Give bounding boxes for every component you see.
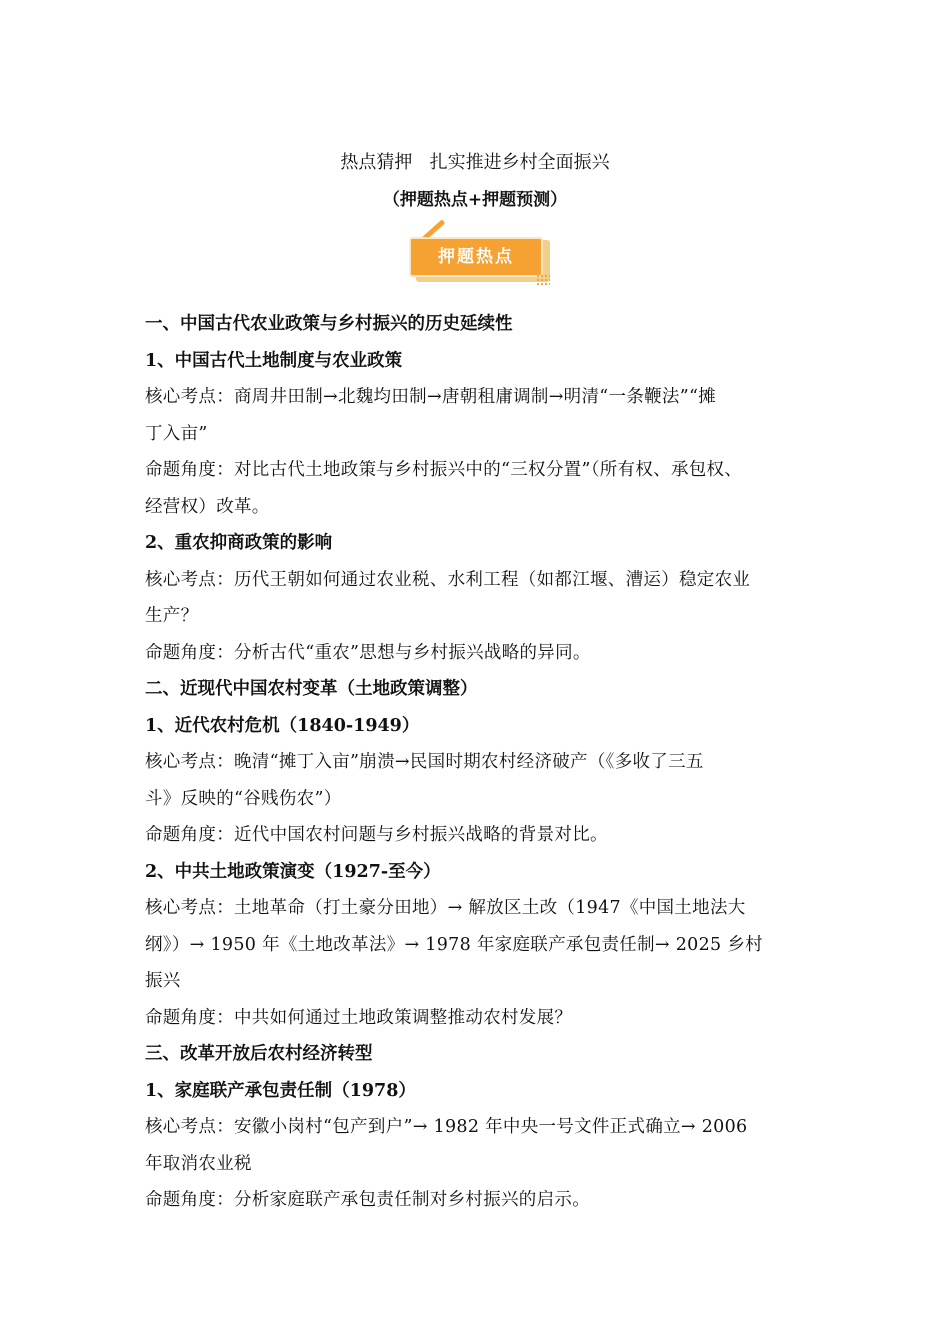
- paragraph-line: 命题角度：中共如何通过土地政策调整推动农村发展？: [145, 1007, 573, 1028]
- paragraph-line: 核心考点：历代王朝如何通过农业税、水利工程（如都江堰、漕运）稳定农业: [145, 569, 751, 590]
- paragraph-line: 生产？: [145, 606, 199, 626]
- subsection-heading: 2、重农抑商政策的影响: [145, 533, 333, 553]
- page-subtitle: （押题热点+押题预测）: [382, 190, 568, 210]
- paragraph-line: 核心考点：土地革命（打土豪分田地）→ 解放区土改（1947《中国土地法大: [145, 898, 746, 918]
- subsection-heading: 1、家庭联产承包责任制（1978）: [145, 1080, 416, 1101]
- badge-dots-decoration: [536, 274, 550, 286]
- paragraph-line: 命题角度：分析古代“重农”思想与乡村振兴战略的异同。: [145, 642, 591, 663]
- paragraph-line: 经营权）改革。: [145, 496, 270, 517]
- paragraph-line: 年取消农业税: [145, 1153, 252, 1174]
- paragraph-line: 核心考点：晚清“摊丁入亩”崩溃→民国时期农村经济破产（《多收了三五: [145, 752, 704, 772]
- document-body: [145, 306, 810, 1219]
- badge-label: 押题热点: [409, 237, 543, 277]
- section-heading: 二、近现代中国农村变革（土地政策调整）: [145, 679, 478, 699]
- paragraph-line: 命题角度：近代中国农村问题与乡村振兴战略的背景对比。: [145, 825, 608, 845]
- paragraph-line: 纲》）→ 1950 年《土地改革法》→ 1978 年家庭联产承包责任制→ 2025 乡村: [145, 934, 763, 955]
- section-heading: 一、中国古代农业政策与乡村振兴的历史延续性: [145, 314, 513, 334]
- section-badge: [406, 228, 552, 288]
- paragraph-line: 核心考点：安徽小岗村“包产到户”→ 1982 年中央一号文件正式确立→ 2006: [145, 1117, 748, 1137]
- paragraph-line: 丁入亩”: [145, 423, 208, 444]
- paragraph-line: 核心考点：商周井田制→北魏均田制→唐朝租庸调制→明清“一条鞭法”“摊: [145, 387, 717, 407]
- paragraph-line: 斗》反映的“谷贱伤农”）: [145, 788, 342, 809]
- subsection-heading: 1、中国古代土地制度与农业政策: [145, 350, 403, 371]
- page-title: 热点猜押 扎实推进乡村全面振兴: [340, 152, 610, 173]
- paragraph-line: 命题角度：对比古代土地政策与乡村振兴中的“三权分置”（所有权、承包权、: [145, 460, 743, 480]
- paragraph-line: 振兴: [145, 971, 181, 991]
- subsection-heading: 1、近代农村危机（1840-1949）: [145, 715, 420, 736]
- paragraph-line: 命题角度：分析家庭联产承包责任制对乡村振兴的启示。: [145, 1190, 590, 1210]
- subsection-heading: 2、中共土地政策演变（1927-至今）: [145, 861, 441, 882]
- section-heading: 三、改革开放后农村经济转型: [145, 1044, 373, 1064]
